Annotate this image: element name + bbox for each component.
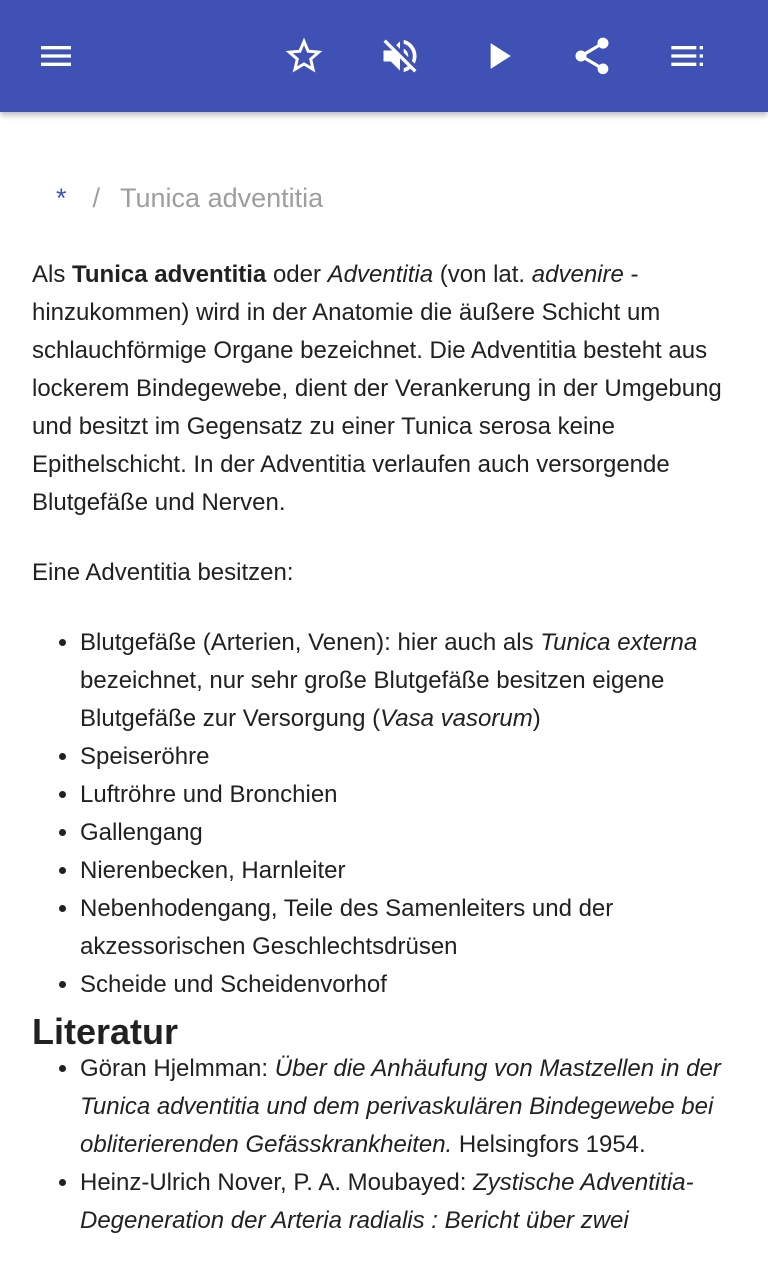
menu-icon bbox=[36, 36, 76, 76]
item-text: bezeichnet, nur sehr große Blutgefäße besitzen eigene Blutgefäße zur Versorgung ( bbox=[80, 667, 665, 732]
term-italic: Adventitia bbox=[327, 261, 434, 288]
intro-text: (von lat. bbox=[433, 261, 532, 288]
article-body bbox=[32, 256, 736, 1240]
table-of-contents-button[interactable] bbox=[660, 28, 716, 84]
literature-item bbox=[80, 1050, 736, 1164]
list-item: • Nierenbecken, Harnleiter bbox=[80, 852, 736, 890]
literature-heading: Literatur bbox=[32, 1011, 179, 1052]
term-bold: Tunica adventitia bbox=[72, 261, 267, 288]
article-content bbox=[0, 112, 768, 1280]
menu-button[interactable] bbox=[28, 28, 84, 84]
organ-list bbox=[32, 624, 736, 1004]
intro-text: - hinzukommen) wird in der Anatomie die äußere Schicht um schlauchförmige Organe bezeichnet. Die Adventitia besteht aus lockerem Bindegewebe, dient der Verankerung in der Umgebung und besitzt im Gegensatz zu einer Tunica serosa keine Epithelschicht. In der Adventitia verlaufen auch versorgende Blutgefäße und Nerven. bbox=[32, 261, 722, 516]
star-outline-icon bbox=[282, 34, 326, 78]
play-button[interactable] bbox=[470, 28, 526, 84]
mute-button[interactable] bbox=[372, 28, 428, 84]
list-item: • Nebenhodengang, Teile des Samenleiters und der akzessorischen Geschlechtsdrüsen bbox=[80, 890, 736, 966]
latin-term: advenire bbox=[531, 261, 624, 288]
lit-title: Über die Anhäufung von Mastzellen in der Tunica adventitia und dem perivaskulären Bindegewebe bei obliterierenden Gefässkrankheiten. bbox=[80, 1055, 721, 1158]
list-item: • Luftröhre und Bronchien bbox=[80, 776, 736, 814]
item-term: Vasa vasorum bbox=[380, 705, 533, 732]
lit-author: Göran Hjelmman: bbox=[80, 1055, 275, 1082]
lit-author: Heinz-Ulrich Nover, P. A. Moubayed: bbox=[80, 1169, 474, 1196]
literature-item bbox=[80, 1164, 736, 1240]
intro-paragraph bbox=[32, 256, 736, 522]
volume-off-icon bbox=[378, 34, 422, 78]
share-button[interactable] bbox=[564, 28, 620, 84]
lit-publisher: Helsingfors 1954. bbox=[452, 1131, 646, 1158]
app-toolbar bbox=[0, 0, 768, 112]
literature-list bbox=[32, 1050, 736, 1240]
list-item: • Scheide und Scheidenvorhof bbox=[80, 966, 736, 1004]
list-item: • Speiseröhre bbox=[80, 738, 736, 776]
list-intro: Eine Adventitia besitzen: bbox=[32, 559, 294, 586]
breadcrumb bbox=[56, 180, 323, 216]
breadcrumb-separator: / bbox=[92, 183, 101, 213]
lit-title: Zystische Adventitia-Degeneration der Arteria radialis : Bericht über zwei bbox=[80, 1169, 694, 1234]
intro-text: oder bbox=[266, 261, 328, 288]
breadcrumb-home-link[interactable]: * bbox=[56, 183, 67, 213]
item-text: Blutgefäße (Arterien, Venen): hier auch als bbox=[80, 629, 541, 656]
breadcrumb-current: Tunica adventitia bbox=[120, 183, 324, 213]
play-icon bbox=[476, 34, 520, 78]
share-icon bbox=[570, 34, 614, 78]
list-item: • Gallengang bbox=[80, 814, 736, 852]
item-term: Tunica externa bbox=[540, 629, 698, 656]
intro-text: Als bbox=[32, 261, 73, 288]
item-text: ) bbox=[532, 705, 541, 732]
playlist-icon bbox=[668, 36, 708, 76]
list-item bbox=[80, 624, 736, 738]
favorite-button[interactable] bbox=[276, 28, 332, 84]
